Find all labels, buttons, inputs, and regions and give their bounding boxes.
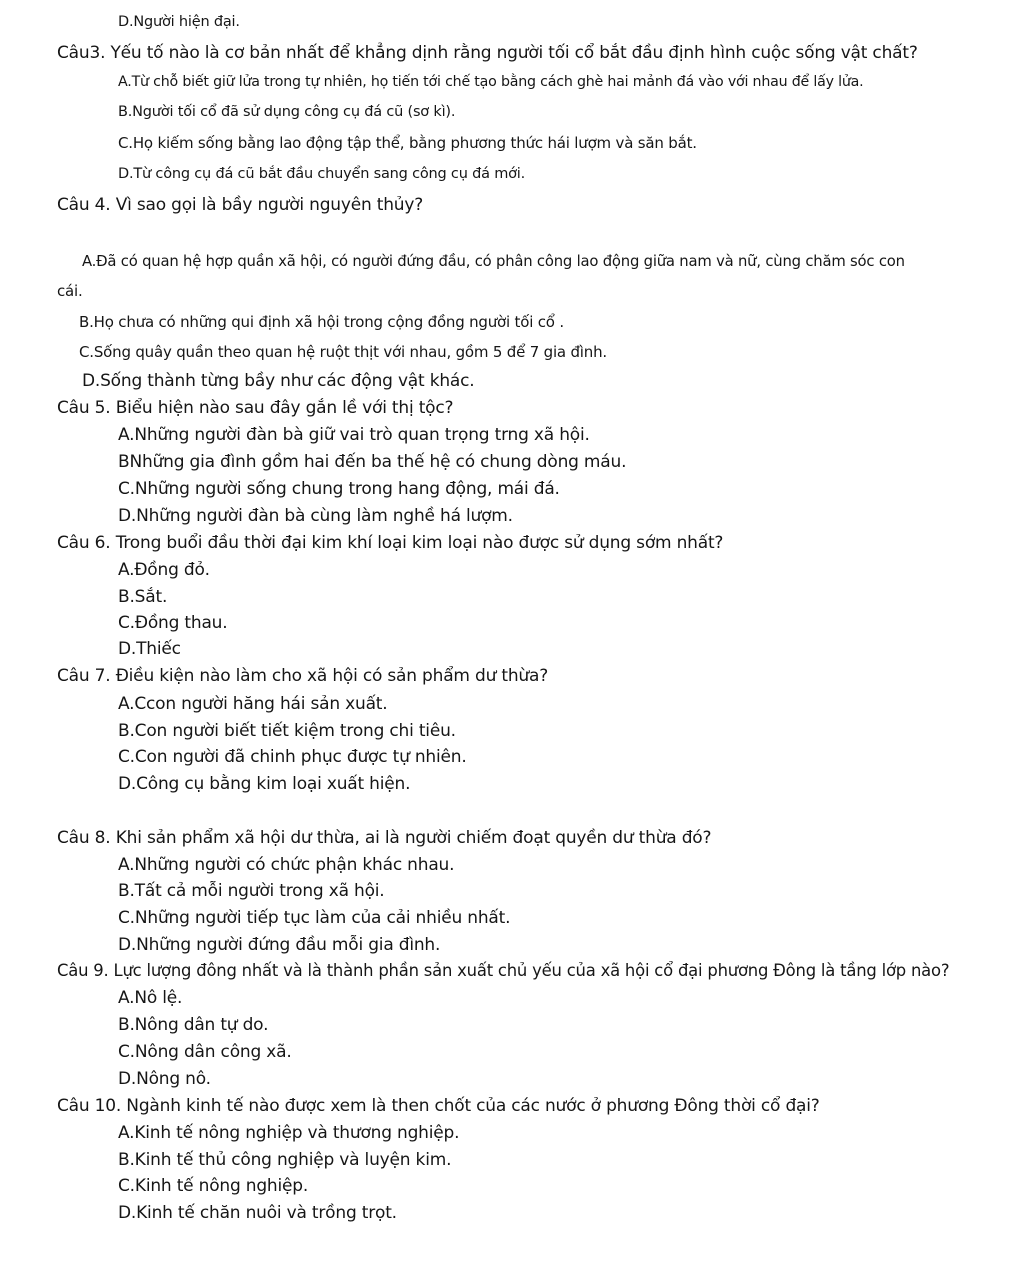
q5-option-b: BNhững gia đình gồm hai đến ba thế hệ có chung dòng máu. — [118, 452, 627, 472]
q7-option-c: C.Con người đã chinh phục được tự nhiên. — [118, 747, 467, 767]
question-4: Câu 4. Vì sao gọi là bầy người nguyên thủy? — [57, 195, 424, 215]
question-10: Câu 10. Ngành kinh tế nào được xem là then chốt của các nước ở phương Đông thời cổ đại? — [57, 1096, 820, 1116]
q3-option-a: A.Từ chỗ biết giữ lửa trong tự nhiên, họ tiến tới chế tạo bằng cách ghè hai mảnh đá vào với nhau để lấy lửa. — [118, 74, 864, 90]
question-8: Câu 8. Khi sản phẩm xã hội dư thừa, ai là người chiếm đoạt quyền dư thừa đó? — [57, 828, 712, 848]
q10-option-d: D.Kinh tế chăn nuôi và trồng trọt. — [118, 1203, 397, 1223]
question-5: Câu 5. Biểu hiện nào sau đây gắn lề với thị tộc? — [57, 398, 454, 418]
question-7: Câu 7. Điều kiện nào làm cho xã hội có sản phẩm dư thừa? — [57, 666, 549, 686]
q3-option-d: D.Từ công cụ đá cũ bắt đầu chuyển sang công cụ đá mới. — [118, 166, 526, 182]
q4-option-a-line2: cái. — [57, 282, 83, 300]
q3-option-c: C.Họ kiếm sống bằng lao động tập thể, bằng phương thức hái lượm và săn bắt. — [118, 134, 697, 152]
q9-option-a: A.Nô lệ. — [118, 988, 183, 1008]
q4-option-d: D.Sống thành từng bầy như các động vật khác. — [82, 371, 475, 391]
question-9: Câu 9. Lực lượng đông nhất và là thành phần sản xuất chủ yếu của xã hội cổ đại phương Đông là tầng lớp nào? — [57, 961, 950, 980]
q4-option-b: B.Họ chưa có những qui định xã hội trong cộng đồng người tối cổ . — [79, 313, 564, 331]
question-6: Câu 6. Trong buổi đầu thời đại kim khí loại kim loại nào được sử dụng sớm nhất? — [57, 533, 724, 553]
q4-option-a-line1: A.Đã có quan hệ hợp quần xã hội, có người đứng đầu, có phân công lao động giữa nam và nữ, cùng chăm sóc con — [82, 253, 905, 270]
q5-option-c: C.Những người sống chung trong hang động, mái đá. — [118, 479, 560, 499]
q10-option-a: A.Kinh tế nông nghiệp và thương nghiệp. — [118, 1123, 460, 1143]
q6-option-c: C.Đồng thau. — [118, 613, 228, 633]
q8-option-c: C.Những người tiếp tục làm của cải nhiều nhất. — [118, 908, 511, 928]
q3-option-b: B.Người tối cổ đã sử dụng công cụ đá cũ (sơ kì). — [118, 104, 456, 120]
q5-option-a: A.Những người đàn bà giữ vai trò quan trọng trng xã hội. — [118, 425, 590, 445]
q9-option-d: D.Nông nô. — [118, 1069, 211, 1089]
q8-option-b: B.Tất cả mỗi người trong xã hội. — [118, 881, 385, 901]
q7-option-b: B.Con người biết tiết kiệm trong chi tiêu. — [118, 721, 456, 741]
q5-option-d: D.Những người đàn bà cùng làm nghề há lượm. — [118, 506, 513, 526]
q6-option-a: A.Đồng đỏ. — [118, 560, 210, 580]
q6-option-b: B.Sắt. — [118, 587, 168, 607]
q10-option-b: B.Kinh tế thủ công nghiệp và luyện kim. — [118, 1150, 452, 1170]
q8-option-d: D.Những người đứng đầu mỗi gia đình. — [118, 935, 441, 955]
q9-option-b: B.Nông dân tự do. — [118, 1015, 269, 1035]
header-answer-d: D.Người hiện đại. — [118, 14, 240, 30]
q4-option-c: C.Sống quây quần theo quan hệ ruột thịt với nhau, gồm 5 để 7 gia đình. — [79, 343, 607, 361]
q8-option-a: A.Những người có chức phận khác nhau. — [118, 855, 455, 875]
q7-option-a: A.Ccon người hăng hái sản xuất. — [118, 694, 388, 714]
q9-option-c: C.Nông dân công xã. — [118, 1042, 292, 1062]
question-3: Câu3. Yếu tố nào là cơ bản nhất để khẳng dịnh rằng người tối cổ bắt đầu định hình cuộc sống vật chất? — [57, 43, 918, 63]
q6-option-d: D.Thiếc — [118, 639, 181, 659]
q7-option-d: D.Công cụ bằng kim loại xuất hiện. — [118, 774, 411, 794]
q10-option-c: C.Kinh tế nông nghiệp. — [118, 1176, 309, 1196]
